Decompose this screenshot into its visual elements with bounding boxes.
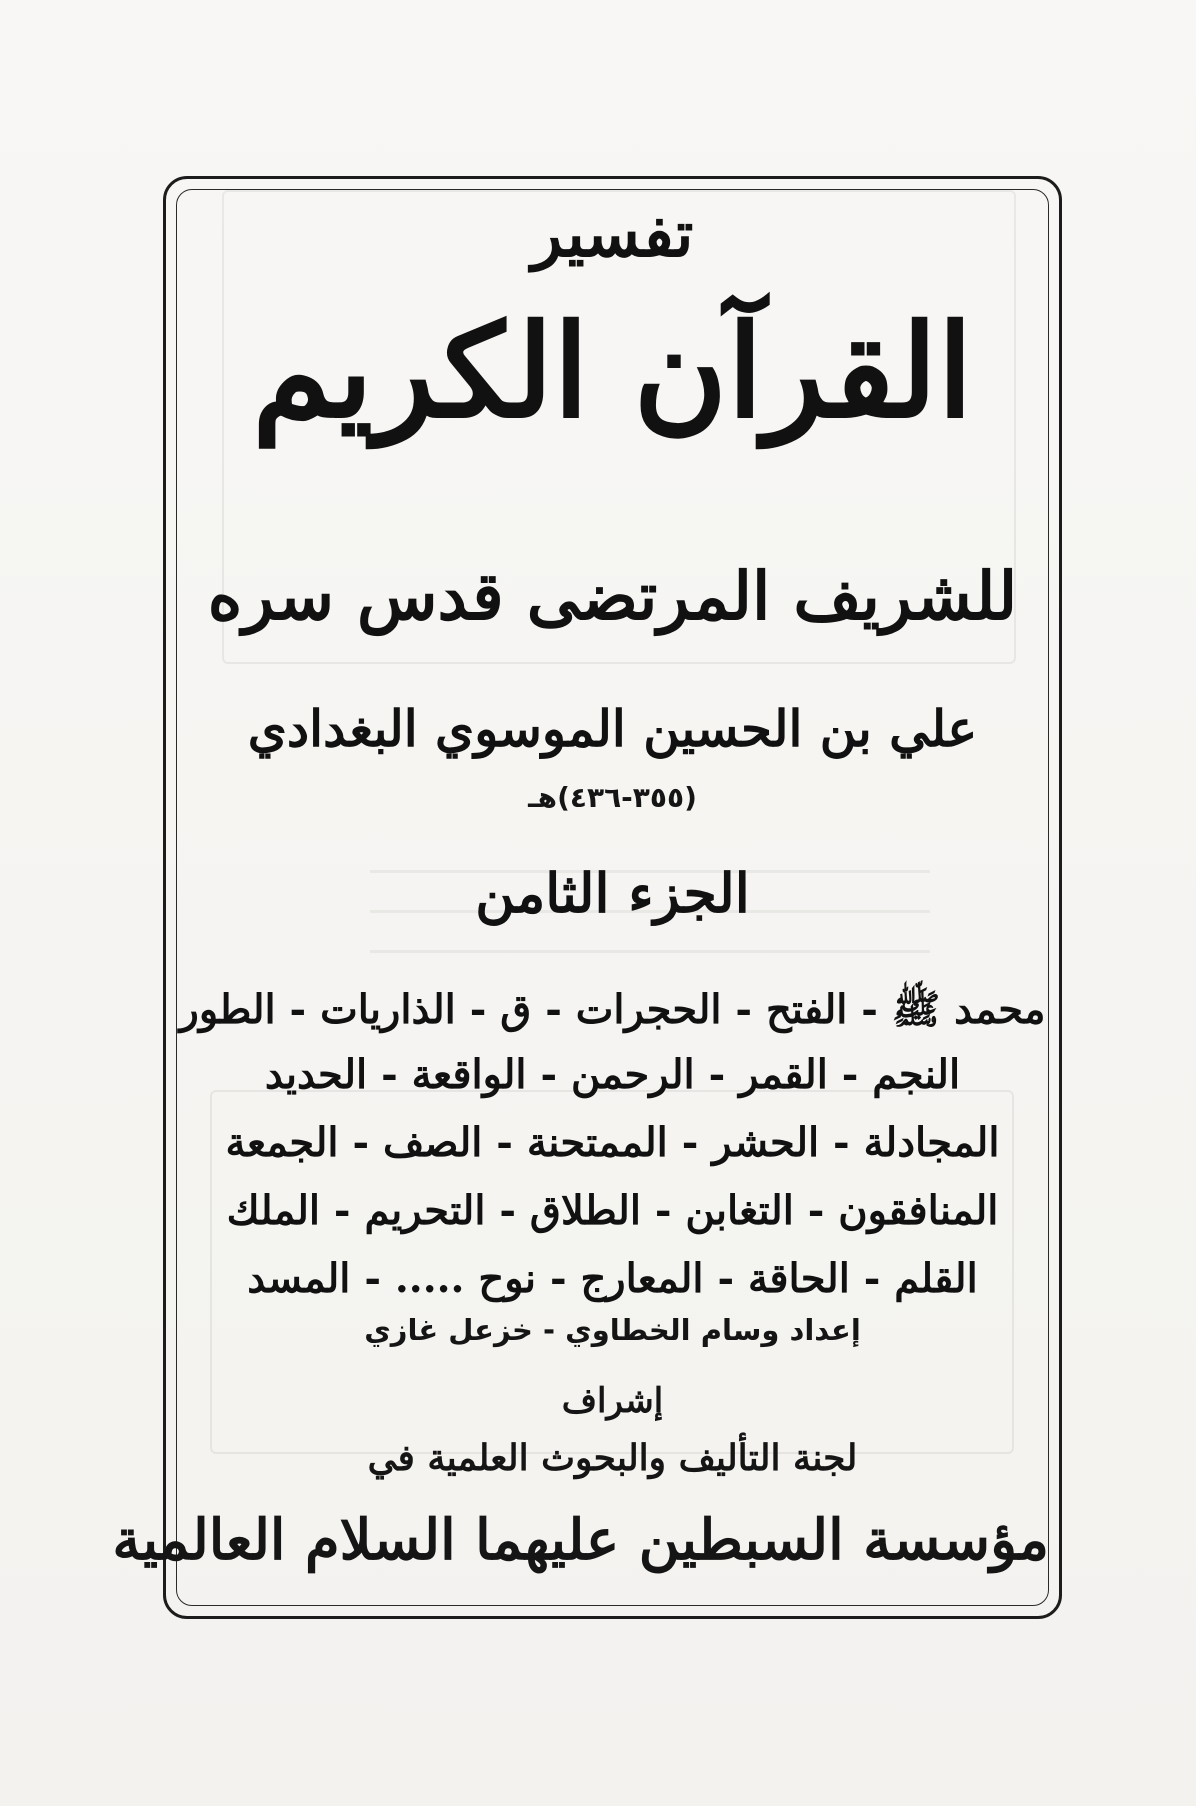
title-page xyxy=(112,189,1049,1606)
surah-list-line: النجم - القمر - الرحمن - الواقعة - الحديد xyxy=(264,1051,961,1098)
attribution: للشريف المرتضى قدس سره xyxy=(207,557,1018,635)
title-word: تفسير xyxy=(531,197,694,272)
committee-name: لجنة التأليف والبحوث العلمية في xyxy=(367,1437,858,1479)
surah-list-line: المجادلة - الحشر - الممتحنة - الصف - الجمعة xyxy=(225,1119,1000,1166)
prepared-by: إعداد وسام الخطاوي - خزعل غازي xyxy=(364,1313,861,1347)
surah-list-line: محمد ﷺ - الفتح - الحجرات - ق - الذاريات - الطور xyxy=(179,986,1046,1033)
supervision-label: إشراف xyxy=(561,1381,664,1421)
surah-list-line: المنافقون - التغابن - الطلاق - التحريم - الملك xyxy=(226,1187,999,1234)
surah-list-line: القلم - الحاقة - المعارج - نوح ..... - المسد xyxy=(247,1255,978,1302)
author-name: علي بن الحسين الموسوي البغدادي xyxy=(247,699,978,758)
author-dates: (٣٥٥-٤٣٦)هـ xyxy=(528,781,697,814)
institution-name: مؤسسة السبطين عليهما السلام العالمية xyxy=(112,1507,1049,1573)
main-title: القرآن الكريم xyxy=(252,297,973,447)
volume-label: الجزء الثامن xyxy=(475,861,750,925)
